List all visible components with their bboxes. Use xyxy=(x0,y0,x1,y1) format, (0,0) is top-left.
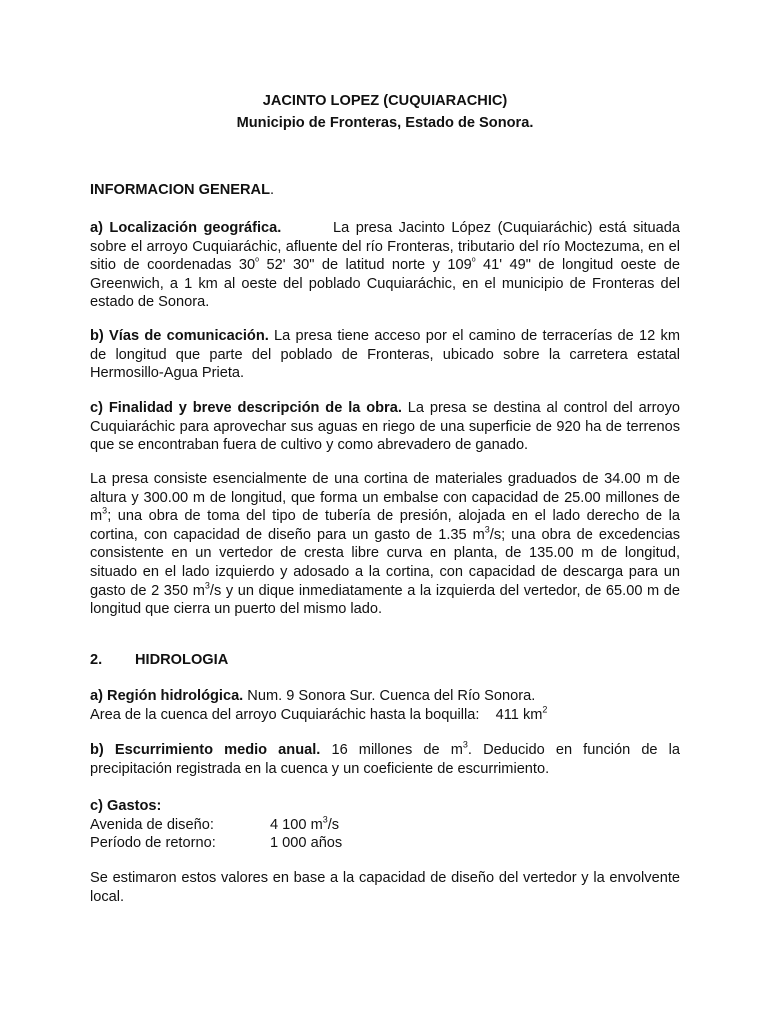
descripcion-text-4: /s y un dique inmediatamente a la izquierda del vertedor, de 65.00 m de longitud que cierra un puerto del mismo lado. xyxy=(90,582,680,618)
descripcion-text-1: La presa consiste esencialmente de una cortina de materiales graduados de 34.00 m de altura y 300.00 m de longitud, que forma un embalse con capacidad de 25.00 millones de m xyxy=(90,471,680,525)
finalidad-text: La presa se destina al control del arroyo Cuquiaráchic para aprovechar sus aguas en riego de una superficie de 920 ha de terrenos que se encontraban fuera de cultivo y como abrevadero de ganado. xyxy=(90,400,680,454)
region-text: Num. 9 Sonora Sur. Cuenca del Río Sonora. xyxy=(243,688,536,704)
escurrimiento-text-2: . Deducido en función de la precipitación registrada en la cuenca y un coeficiente de escurrimiento. xyxy=(90,742,681,777)
gastos-avenida-row xyxy=(90,816,680,835)
avenida-unit: /s xyxy=(327,816,340,833)
info-heading-text: INFORMACION GENERAL xyxy=(90,182,270,198)
vias-text: La presa tiene acceso por el camino de terracerías de 12 km de longitud que parte del poblado de Fronteras, ubicado sobre la carretera estatal Hermosillo-Agua Prieta. xyxy=(90,328,680,382)
region-line-1 xyxy=(90,687,680,706)
paragraph-escurrimiento xyxy=(90,741,680,778)
vias-label: b) Vías de comunicación. xyxy=(90,328,269,344)
avenida-value: 4 100 m xyxy=(270,816,323,833)
superscript: 3 xyxy=(484,524,490,535)
document-title-block xyxy=(90,90,680,134)
paragraph-closing xyxy=(90,869,680,906)
gastos-label-line xyxy=(90,797,680,816)
section-title: HIDROLOGIA xyxy=(135,652,229,668)
finalidad-label: c) Finalidad y breve descripción de la obra. xyxy=(90,400,402,416)
localizacion-spacer xyxy=(281,220,333,236)
superscript: 3 xyxy=(462,739,468,750)
degree-mark: o xyxy=(255,256,260,264)
gastos-label: c) Gastos: xyxy=(90,798,162,814)
localizacion-text-1: La presa Jacinto López (Cuquiaráchic) está situada sobre el arroyo Cuquiaráchic, afluente del río Fronteras, tributario del río Moctezuma, en el sitio de coordenadas 30 xyxy=(90,220,681,274)
superscript: 3 xyxy=(322,814,328,825)
periodo-label: Período de retorno: xyxy=(90,835,216,852)
info-heading-suffix: . xyxy=(270,182,275,198)
descripcion-text-2: ; una obra de toma del tipo de tubería de presión, alojada en el lado derecho de la cortina, con capacidad de diseño para un gasto de 1.35 m xyxy=(90,508,680,543)
localizacion-text-3: 41' 49" de longitud oeste de Greenwich, a 1 km al oeste del poblado Cuquiaráchic, en el municipio de Fronteras del estado de Sonora. xyxy=(90,257,681,311)
avenida-value-wrap xyxy=(270,816,339,835)
region-area-text: Area de la cuenca del arroyo Cuquiaráchic hasta la boquilla: 411 km xyxy=(90,706,543,723)
region-line-2 xyxy=(90,706,680,725)
descripcion-text-3: /s; una obra de excedencias consistente en un vertedor de cresta libre curva en planta, de 135.00 m de longitud, situado en el lado izquierdo y adosado a la cortina, con capacidad de descarga para un gasto de 2 350 m xyxy=(90,526,680,599)
localizacion-text-2: 52' 30" de latitud norte y 109 xyxy=(259,257,472,274)
info-heading xyxy=(90,181,680,200)
superscript: 3 xyxy=(102,505,108,516)
localizacion-label: a) Localización geográfica. xyxy=(90,220,282,236)
region-label: a) Región hidrológica. xyxy=(90,688,244,704)
paragraph-gastos xyxy=(90,797,680,853)
hidrologia-heading xyxy=(90,651,680,670)
escurrimiento-label: b) Escurrimiento medio anual. xyxy=(90,742,321,758)
gastos-periodo-row xyxy=(90,834,680,853)
closing-text: Se estimaron estos valores en base a la capacidad de diseño del vertedor y la envolvente local. xyxy=(90,870,680,905)
paragraph-descripcion xyxy=(90,470,680,619)
document-subtitle: Municipio de Fronteras, Estado de Sonora. xyxy=(236,115,534,131)
escurrimiento-text-1: 16 millones de m xyxy=(320,742,463,758)
periodo-value: 1 000 años xyxy=(270,835,343,852)
degree-mark: o xyxy=(471,256,476,264)
avenida-label: Avenida de diseño: xyxy=(90,816,214,833)
paragraph-localizacion xyxy=(90,219,680,312)
paragraph-vias xyxy=(90,327,680,383)
section-number: 2. xyxy=(90,652,103,668)
superscript: 2 xyxy=(542,704,548,715)
paragraph-region xyxy=(90,687,680,724)
document-title: JACINTO LOPEZ (CUQUIARACHIC) xyxy=(262,93,508,109)
superscript: 3 xyxy=(204,580,210,591)
paragraph-finalidad xyxy=(90,399,680,455)
